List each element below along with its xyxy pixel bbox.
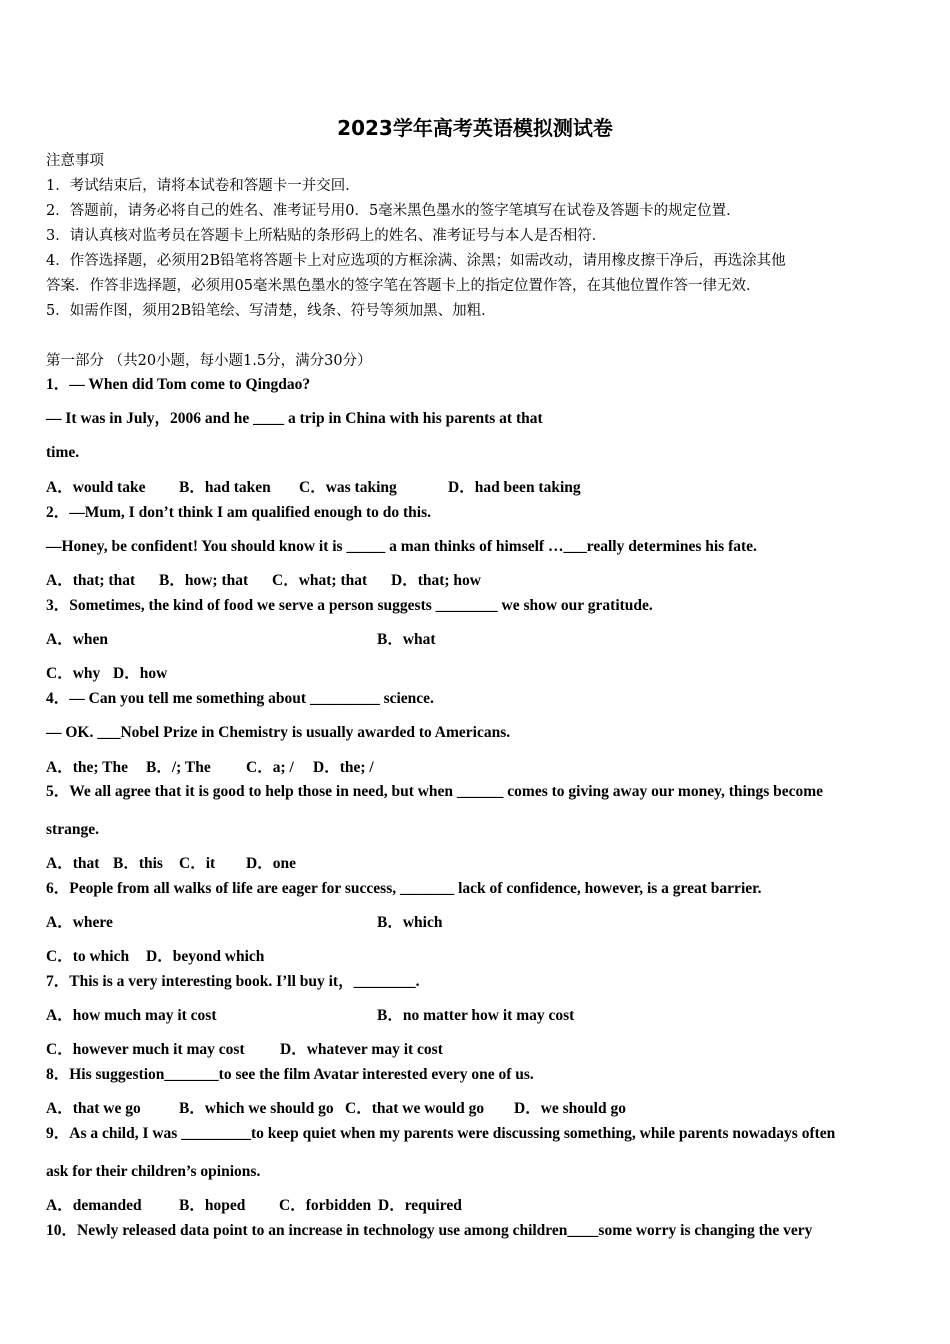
question-8-line-1: 8．His suggestion_______to see the film Avatar interested every one of us. <box>46 1066 534 1083</box>
question-7-option-b: B．no matter how it may cost <box>377 1007 575 1024</box>
question-9-option-b: B．hoped <box>179 1197 246 1214</box>
question-6-option-b: B．which <box>377 914 443 931</box>
question-6-option-d: D．beyond which <box>146 948 265 965</box>
question-4-line-1: 4．— Can you tell me something about _________ science. <box>46 690 434 707</box>
question-9-option-c: C．forbidden <box>279 1197 372 1214</box>
question-1-line-2: — It was in July，2006 and he ____ a trip in China with his parents at that <box>46 410 543 427</box>
question-8-option-a: A．that we go <box>46 1100 141 1117</box>
question-5-line-1: 5．We all agree that it is good to help those in need, but when ______ comes to giving away our money, things become <box>46 783 824 800</box>
question-3-option-b: B．what <box>377 631 436 648</box>
question-5-option-c: C．it <box>179 855 216 872</box>
notice-item-2: 2．答题前，请务必将自己的姓名、准考证号用0．5毫米黑色墨水的签字笔填写在试卷及答题卡的规定位置． <box>46 203 741 219</box>
notice-heading: 注意事项 <box>46 153 104 169</box>
notice-item-1: 1．考试结束后，请将本试卷和答题卡一并交回． <box>46 178 360 194</box>
question-4-option-a: A．the; The <box>46 759 128 776</box>
question-7-option-d: D．whatever may it cost <box>280 1041 443 1058</box>
question-5-line-2: strange. <box>46 821 99 838</box>
notice-item-4: 4．作答选择题，必须用2B铅笔将答题卡上对应选项的方框涂满、涂黑；如需改动，请用橡皮擦干净后，再选涂其他 <box>46 253 786 269</box>
question-3-line-1: 3．Sometimes, the kind of food we serve a person suggests ________ we show our gratitude. <box>46 597 653 614</box>
question-4-line-2: — OK. ___Nobel Prize in Chemistry is usually awarded to Americans. <box>46 724 511 741</box>
question-6-option-c: C．to which <box>46 948 130 965</box>
question-9-line-1: 9．As a child, I was _________to keep quiet when my parents were discussing something, while parents nowadays often <box>46 1125 836 1142</box>
question-7-option-a: A．how much may it cost <box>46 1007 217 1024</box>
question-1-line-3: time. <box>46 444 80 461</box>
question-4-option-c: C．a; / <box>246 759 294 776</box>
question-6-line-1: 6．People from all walks of life are eager for success, _______ lack of confidence, however, is a great barrier. <box>46 880 762 897</box>
question-1-option-d: D．had been taking <box>448 479 581 496</box>
question-8-option-c: C．that we would go <box>345 1100 485 1117</box>
exam-title: 2023学年高考英语模拟测试卷 <box>337 116 613 140</box>
question-3-option-d: D．how <box>113 665 168 682</box>
question-5-option-b: B．this <box>113 855 163 872</box>
question-1-option-c: C．was taking <box>299 479 397 496</box>
notice-item-5: 5．如需作图，须用2B铅笔绘、写清楚，线条、符号等须加黑、加粗． <box>46 303 496 319</box>
question-1-option-b: B．had taken <box>179 479 271 496</box>
question-5-option-d: D．one <box>246 855 296 872</box>
question-2-line-2: —Honey, be confident! You should know it is _____ a man thinks of himself …___really determines his fate. <box>46 538 757 555</box>
question-2-option-c: C．what; that <box>272 572 368 589</box>
question-4-option-d: D．the; / <box>313 759 374 776</box>
question-2-line-1: 2．—Mum, I don’t think I am qualified enough to do this. <box>46 504 431 521</box>
question-3-option-c: C．why <box>46 665 101 682</box>
notice-item-4-cont: 答案．作答非选择题，必须用05毫米黑色墨水的签字笔在答题卡上的指定位置作答，在其他位置作答一律无效． <box>46 278 761 294</box>
question-10-line-1: 10．Newly released data point to an increase in technology use among children____some worry is changing the very <box>46 1222 813 1239</box>
question-5-option-a: A．that <box>46 855 100 872</box>
question-8-option-b: B．which we should go <box>179 1100 334 1117</box>
question-1-option-a: A．would take <box>46 479 146 496</box>
question-2-option-b: B．how; that <box>159 572 249 589</box>
question-3-option-a: A．when <box>46 631 109 648</box>
question-7-line-1: 7．This is a very interesting book. I’ll buy it，________. <box>46 973 420 990</box>
question-9-option-d: D．required <box>378 1197 462 1214</box>
notice-item-3: 3．请认真核对监考员在答题卡上所粘贴的条形码上的姓名、准考证号与本人是否相符． <box>46 228 607 244</box>
question-2-option-a: A．that; that <box>46 572 136 589</box>
question-9-line-2: ask for their children’s opinions. <box>46 1163 261 1180</box>
question-8-option-d: D．we should go <box>514 1100 626 1117</box>
question-9-option-a: A．demanded <box>46 1197 142 1214</box>
question-4-option-b: B．/; The <box>146 759 211 776</box>
question-6-option-a: A．where <box>46 914 113 931</box>
question-1-line-1: 1．— When did Tom come to Qingdao? <box>46 376 311 393</box>
question-7-option-c: C．however much it may cost <box>46 1041 245 1058</box>
section-heading: 第一部分 （共20小题，每小题1.5分，满分30分） <box>46 353 372 369</box>
question-2-option-d: D．that; how <box>391 572 481 589</box>
